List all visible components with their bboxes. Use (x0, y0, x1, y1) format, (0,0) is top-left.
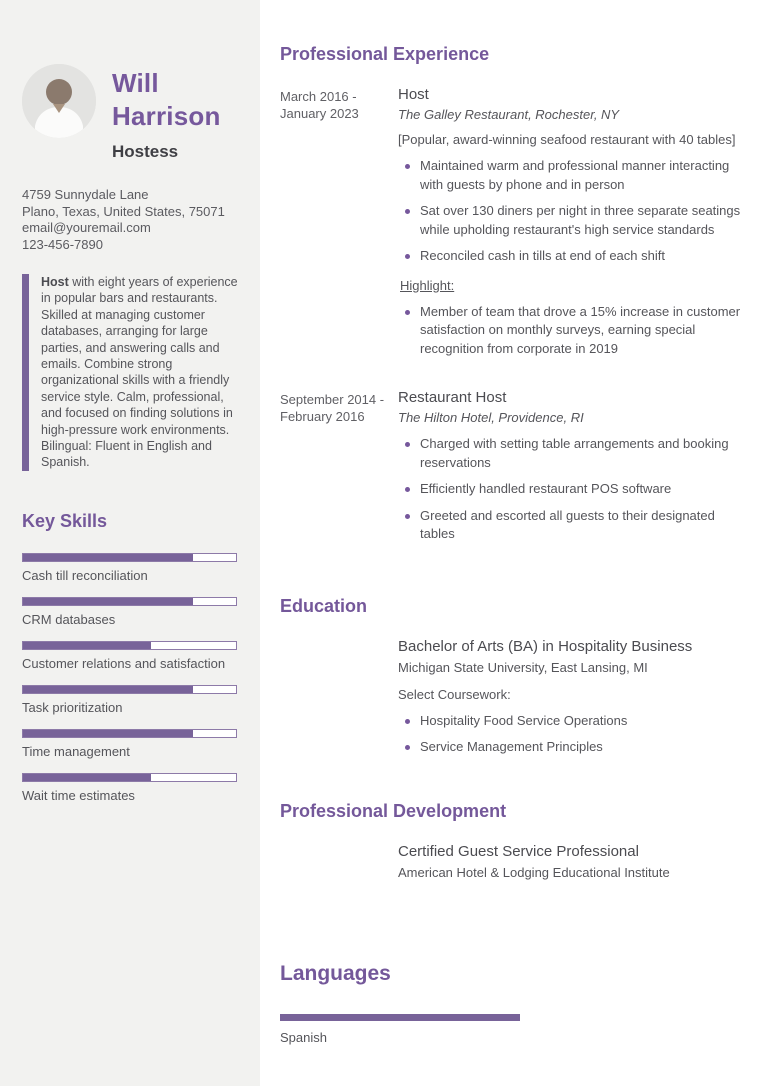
summary-paragraph (22, 274, 238, 471)
job-body (398, 389, 745, 552)
skill-bar-fill (23, 598, 193, 605)
language-bar-fill (280, 1014, 520, 1021)
degree-title: Bachelor of Arts (BA) in Hospitality Business (398, 637, 693, 655)
skill-label: Time management (22, 743, 130, 759)
bullet-dot-icon (405, 442, 410, 447)
main-column (260, 0, 768, 1086)
section-education (280, 596, 745, 757)
section-professional-development (280, 801, 745, 880)
bullet-dot-icon (405, 514, 410, 519)
profile-row (22, 64, 238, 162)
bullet-dot-icon (405, 310, 410, 315)
name-last: Harrison (112, 101, 221, 131)
languages-list (280, 1014, 745, 1045)
school-name: Michigan State University, East Lansing, MI (398, 659, 648, 675)
skill-bar-fill (23, 686, 193, 693)
name-block (112, 64, 221, 162)
job-dates (280, 389, 398, 552)
bullet-text: Reconciled cash in tills at end of each shift (420, 248, 665, 263)
skill-bar (22, 641, 237, 650)
bullet-dot-icon (405, 719, 410, 724)
key-skills-heading: Key Skills (22, 510, 108, 531)
contact-line: email@youremail.com (22, 220, 151, 235)
job-body (398, 86, 745, 366)
bullet-text: Maintained warm and professional manner interacting with guests by phone and in person (420, 158, 730, 192)
skill-item (22, 685, 238, 715)
section-professional-experience (280, 44, 745, 552)
bullet-item (398, 435, 745, 472)
skill-item (22, 729, 238, 759)
job-bullets (398, 435, 745, 544)
experience-entry (280, 86, 745, 366)
person-job-title: Hostess (112, 142, 179, 161)
skill-label: Customer relations and satisfaction (22, 655, 226, 671)
education-heading: Education (280, 595, 368, 616)
bullet-item (398, 247, 745, 266)
certificate-issuer: American Hotel & Lodging Educational Institute (398, 864, 670, 880)
bullet-dot-icon (405, 209, 410, 214)
bullet-item (398, 303, 745, 359)
development-body (398, 843, 745, 880)
bullet-dot-icon (405, 164, 410, 169)
skill-bar (22, 729, 237, 738)
skill-item (22, 553, 238, 583)
coursework-list (398, 712, 745, 757)
bullet-dot-icon (405, 745, 410, 750)
bullet-text: Member of team that drove a 15% increase in customer satisfaction on monthly surveys, earning special recognition from corporate in 2019 (420, 303, 741, 356)
bullet-item (398, 712, 745, 731)
job-dates (280, 86, 398, 366)
highlight-bullets (398, 303, 745, 359)
bullet-text: Hospitality Food Service Operations (420, 712, 628, 728)
bullet-text: Service Management Principles (420, 739, 603, 754)
person-name (112, 67, 221, 133)
skill-item (22, 597, 238, 627)
job-note: [Popular, award-winning seafood restaurant with 40 tables] (398, 132, 736, 147)
skill-label: Cash till reconciliation (22, 567, 148, 583)
job-date-line: February 2016 (280, 409, 365, 424)
skill-bar-fill (23, 730, 193, 737)
skill-label: CRM databases (22, 611, 116, 627)
bullet-item (398, 202, 745, 239)
skill-bar (22, 685, 237, 694)
contact-info (22, 187, 238, 253)
bullet-item (398, 157, 745, 194)
bullet-text: Charged with setting table arrangements and booking reservations (420, 436, 729, 470)
education-body (398, 638, 745, 757)
job-company: The Galley Restaurant, Rochester, NY (398, 107, 620, 122)
languages-heading: Languages (280, 961, 391, 985)
person-portrait-icon (22, 64, 96, 138)
contact-line: Plano, Texas, United States, 75071 (22, 203, 225, 219)
language-bar (280, 1014, 520, 1021)
skill-bar-fill (23, 554, 193, 561)
job-company: The Hilton Hotel, Providence, RI (398, 410, 584, 425)
coursework-label: Select Coursework: (398, 686, 511, 702)
contact-line: 123-456-7890 (22, 236, 103, 252)
bullet-item (398, 507, 745, 544)
job-title: Restaurant Host (398, 389, 507, 406)
section-languages (280, 962, 745, 1045)
bullet-dot-icon (405, 487, 410, 492)
job-date-line: September 2014 - (280, 392, 385, 407)
language-item (280, 1014, 745, 1045)
skill-bar (22, 553, 237, 562)
certificate-title: Certified Guest Service Professional (398, 842, 639, 860)
summary-lead-word: Host (41, 275, 69, 289)
development-heading: Professional Development (280, 800, 507, 821)
name-first: Will (112, 68, 159, 98)
skill-bar (22, 773, 237, 782)
skill-bar-fill (23, 774, 151, 781)
bullet-item (398, 480, 745, 499)
profile-photo (22, 64, 96, 138)
experience-heading: Professional Experience (280, 44, 490, 64)
sidebar (0, 0, 260, 1086)
skill-bar-fill (23, 642, 151, 649)
contact-line: 4759 Sunnydale Lane (22, 187, 149, 202)
language-label: Spanish (280, 1029, 327, 1045)
skill-label: Wait time estimates (22, 787, 135, 803)
bullet-text: Greeted and escorted all guests to their designated tables (420, 507, 715, 541)
skill-label: Task prioritization (22, 699, 123, 715)
bullet-dot-icon (405, 254, 410, 259)
skill-bar (22, 597, 237, 606)
bullet-item (398, 738, 745, 757)
job-date-line: March 2016 - (280, 89, 357, 104)
skills-list (22, 553, 238, 803)
bullet-text: Efficiently handled restaurant POS software (420, 481, 672, 496)
skill-item (22, 773, 238, 803)
highlight-label: Highlight: (400, 277, 455, 293)
jobs-list (280, 86, 745, 552)
job-bullets (398, 157, 745, 266)
bullet-text: Sat over 130 diners per night in three separate seatings while upholding restaurant's high service standards (420, 203, 741, 237)
summary-text: with eight years of experience in popular bars and restaurants. Skilled at managing customer databases, arranging for large parties, and answering calls and emails. Combine strong organizational skills with a friendly service style. Calm, professional, and focused on finding solutions in high-pressure work environments. Bilingual: Fluent in English and Spanish. (41, 275, 238, 470)
job-title: Host (398, 86, 429, 103)
experience-entry (280, 389, 745, 552)
skill-item (22, 641, 238, 671)
job-date-line: January 2023 (280, 106, 359, 121)
